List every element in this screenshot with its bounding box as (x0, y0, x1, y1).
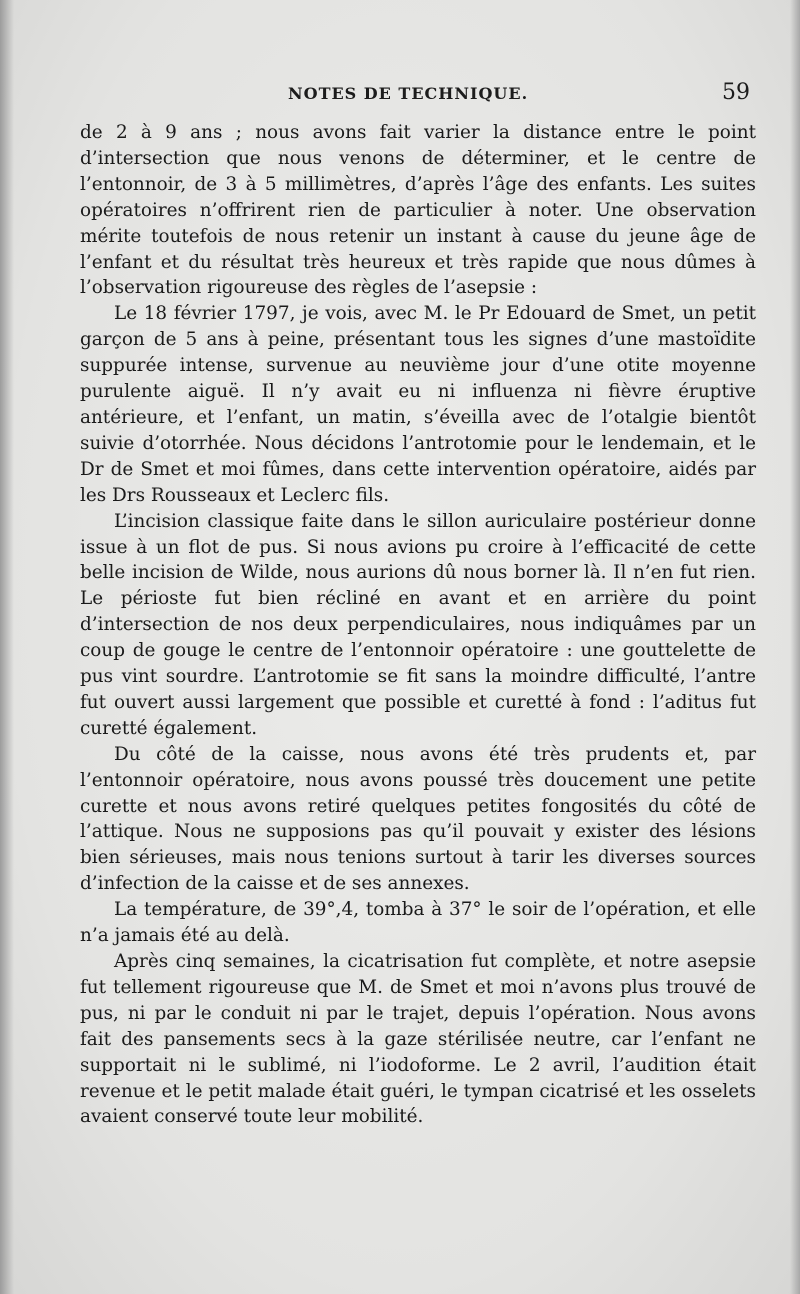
paragraph-outcome: Après cinq semaines, la cicatrisation fut complète, et notre asepsie fut tellement rigoureuse que M. de Smet et moi n’avons plus trouvé de pus, ni par le conduit ni par le trajet, depuis l’opération. Nous avons fait des pansements secs à la gaze stérilisée neutre, car l’enfant ne supportait ni le sublimé, ni l’iodoforme. Le 2 avril, l’audition était revenue et le petit malade était guéri, le tympan cicatrisé et les osselets avaient conservé toute leur mobilité. (80, 951, 756, 1128)
paragraph-temperature: La température, de 39°,4, tomba à 37° le soir de l’opération, et elle n’a jamais été au delà. (80, 899, 756, 947)
running-head: NOTES DE TECHNIQUE. (288, 84, 529, 103)
page-header (80, 80, 750, 110)
body-text (80, 120, 756, 1130)
paragraph-case-intro: Le 18 février 1797, je vois, avec M. le Pr Edouard de Smet, un petit garçon de 5 ans à peine, présentant tous les signes d’une mastoïdite suppurée intense, survenue au neuvième jour d’une otite moyenne purulente aiguë. Il n’y avait eu ni influenza ni fièvre éruptive antérieure, et l’enfant, un matin, s’éveilla avec de l’otalgie bientôt suivie d’otorrhée. Nous décidons l’antrotomie pour le lendemain, et le Dr de Smet et moi fûmes, dans cette intervention opératoire, aidés par les Drs Rousseaux et Leclerc fils. (80, 303, 756, 506)
paragraph-caisse: Du côté de la caisse, nous avons été très prudents et, par l’entonnoir opératoire, nous avons poussé très doucement une petite curette et nous avons retiré quelques petites fongosités du côté de l’attique. Nous ne supposions pas qu’il pouvait y exister des lésions bien sérieuses, mais nous tenions surtout à tarir les diverses sources d’infection de la caisse et de ses annexes. (80, 743, 756, 895)
page-number: 59 (722, 80, 750, 105)
paragraph-incision: L’incision classique faite dans le sillon auriculaire postérieur donne issue à un flot de pus. Si nous avions pu croire à l’efficacité de cette belle incision de Wilde, nous aurions dû nous borner là. Il n’en fut rien. Le périoste fut bien récliné en avant et en arrière du point d’intersection de nos deux perpendiculaires, nous indiquâmes par un coup de gouge le centre de l’entonnoir opératoire : une gouttelette de pus vint sourdre. L’antrotomie se fit sans la moindre difficulté, l’antre fut ouvert aussi largement que possible et curetté à fond : l’aditus fut curetté également. (80, 510, 756, 739)
paragraph-continuation: de 2 à 9 ans ; nous avons fait varier la distance entre le point d’intersection que nous venons de déterminer, et le centre de l’entonnoir, de 3 à 5 millimètres, d’après l’âge des enfants. Les suites opératoires n’offrirent rien de particulier à noter. Une observation mérite toutefois de nous retenir un instant à cause du jeune âge de l’enfant et du résultat très heureux et très rapide que nous dûmes à l’observation rigoureuse des règles de l’asepsie : (80, 122, 756, 299)
